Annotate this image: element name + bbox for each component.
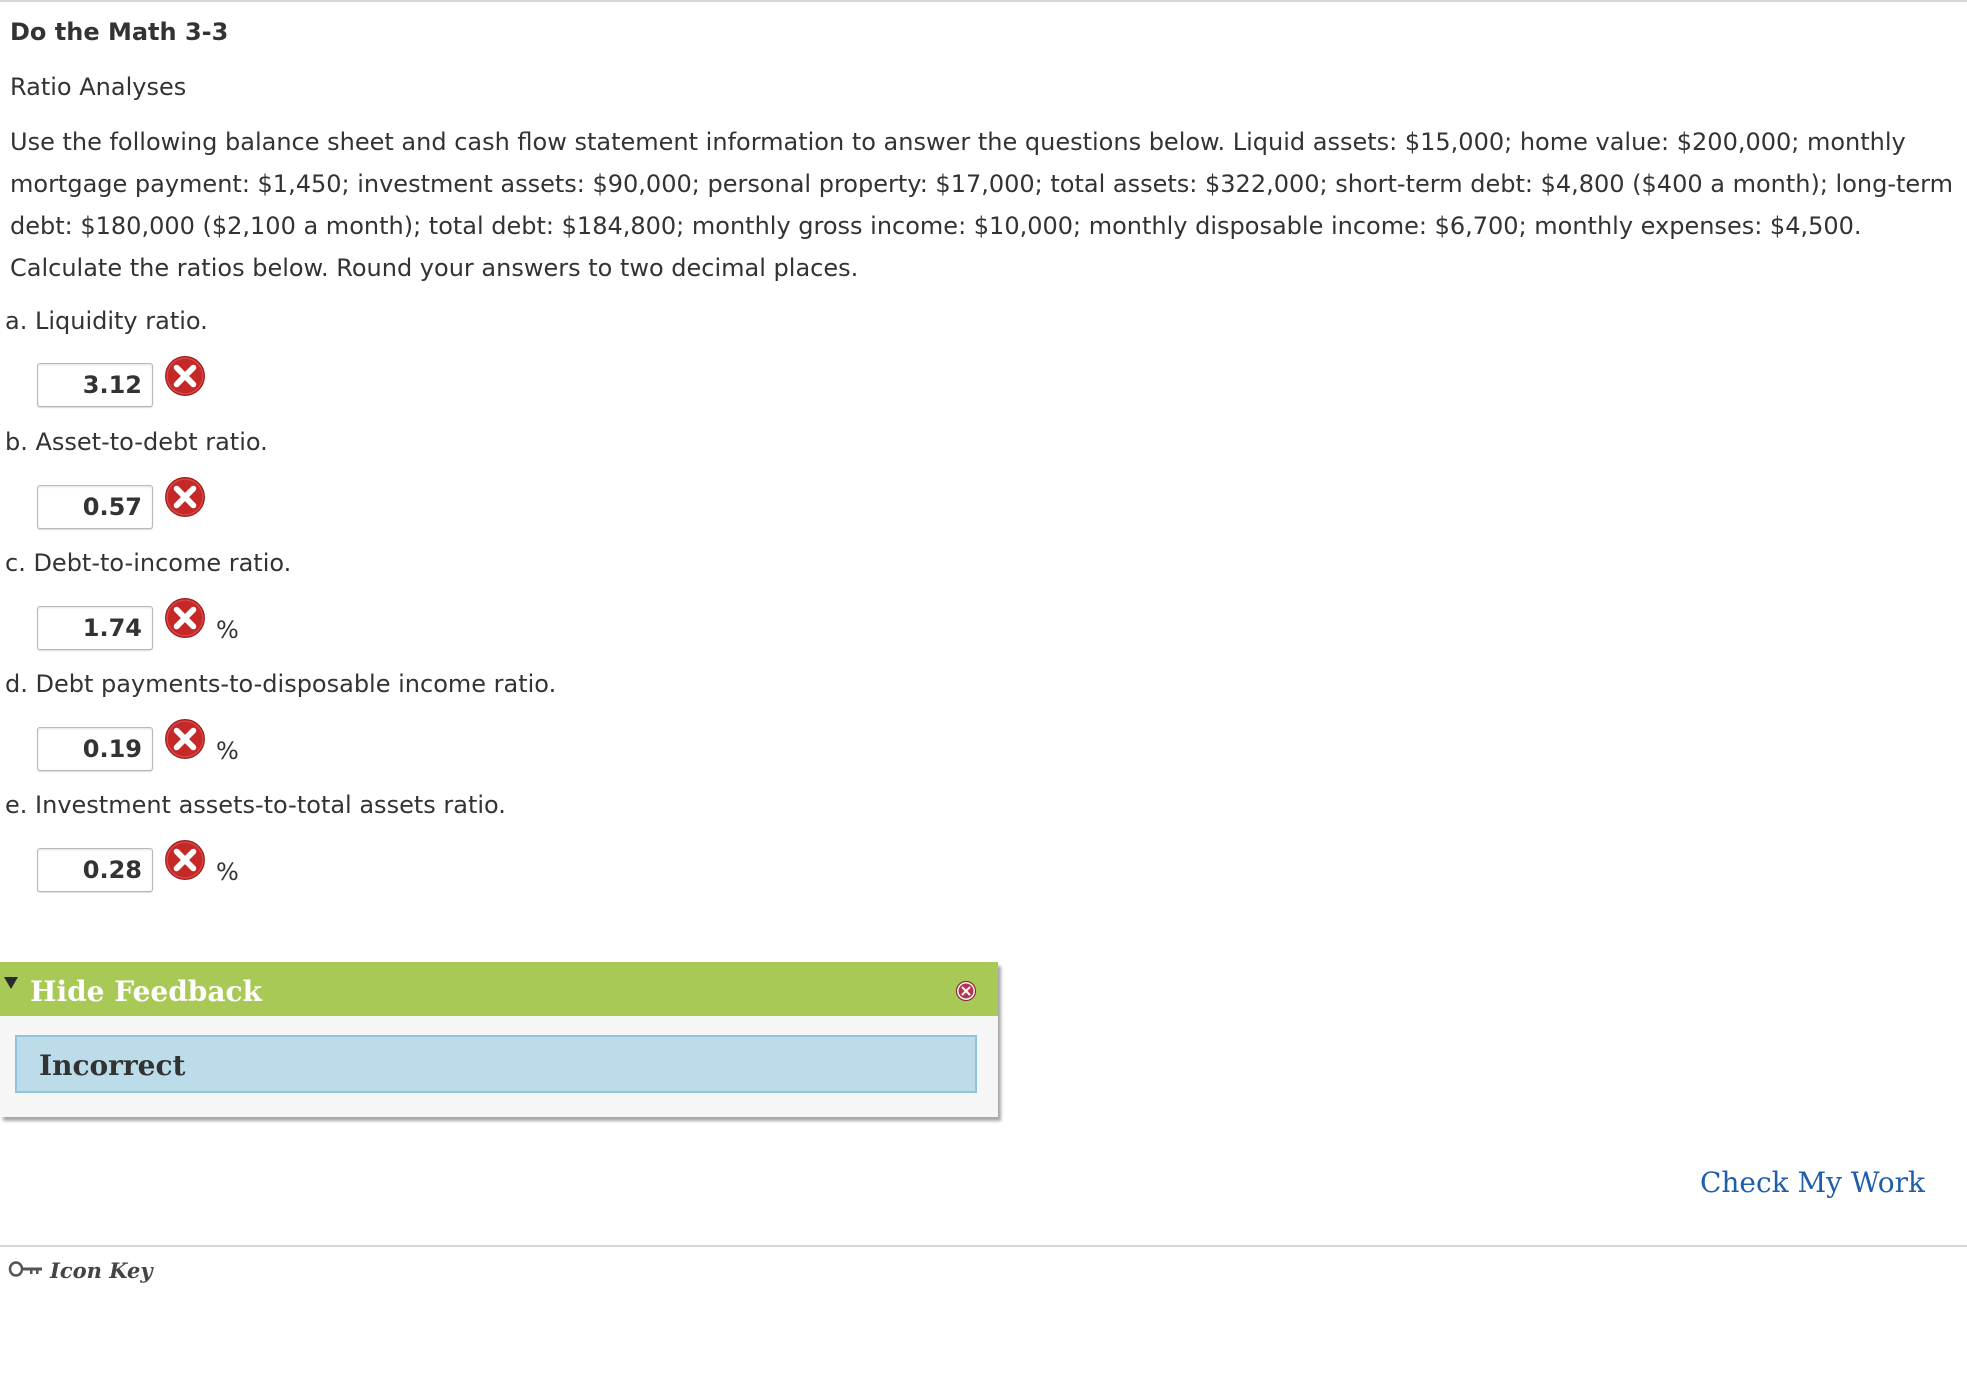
footer-divider xyxy=(0,1245,1967,1247)
problem-title: Do the Math 3-3 xyxy=(10,18,229,46)
incorrect-icon xyxy=(164,476,206,518)
problem-statement: Use the following balance sheet and cash flow statement information to answer the questions below. Liquid assets: $15,000; home value: $200,000; monthly mortgage payment: $1,450; investment assets: $90,000; personal property: $17,000; total assets: $322,000; short-term debt: $4,800 ($400 a month); long-term debt: $180,000 ($2,100 a month); total debt: $184,800; monthly gross income: $10,000; monthly disposable income: $6,700; monthly expenses: $4,500. Calculate the ratios below. Round your answers to two decimal places. xyxy=(10,128,1954,282)
question-a-label: a. Liquidity ratio. xyxy=(5,307,208,335)
answer-input-d[interactable] xyxy=(37,727,153,771)
incorrect-icon xyxy=(164,597,206,639)
feedback-header[interactable] xyxy=(0,962,998,1016)
unit-percent-e: % xyxy=(216,858,239,886)
collapse-arrow-icon[interactable] xyxy=(4,977,18,989)
feedback-panel xyxy=(0,962,998,1117)
feedback-result: Incorrect xyxy=(39,1049,186,1082)
unit-percent-c: % xyxy=(216,616,239,644)
answer-input-e[interactable] xyxy=(37,848,153,892)
answer-input-a[interactable] xyxy=(37,363,153,407)
key-icon xyxy=(8,1260,44,1278)
question-e-label: e. Investment assets-to-total assets ratio. xyxy=(5,791,506,819)
question-b-label: b. Asset-to-debt ratio. xyxy=(5,428,268,456)
question-d-label: d. Debt payments-to-disposable income ratio. xyxy=(5,670,557,698)
icon-key-label: Icon Key xyxy=(50,1258,153,1283)
incorrect-icon xyxy=(164,839,206,881)
top-divider xyxy=(0,0,1967,2)
incorrect-icon xyxy=(164,355,206,397)
close-icon[interactable] xyxy=(955,980,977,1002)
unit-percent-d: % xyxy=(216,737,239,765)
question-c-label: c. Debt-to-income ratio. xyxy=(5,549,292,577)
hide-feedback-toggle[interactable]: Hide Feedback xyxy=(30,975,262,1008)
answer-input-b[interactable] xyxy=(37,485,153,529)
answer-input-c[interactable] xyxy=(37,606,153,650)
check-my-work-link[interactable]: Check My Work xyxy=(1699,1166,1925,1199)
incorrect-icon xyxy=(164,718,206,760)
feedback-body xyxy=(15,1035,977,1093)
problem-subtitle: Ratio Analyses xyxy=(10,73,187,101)
